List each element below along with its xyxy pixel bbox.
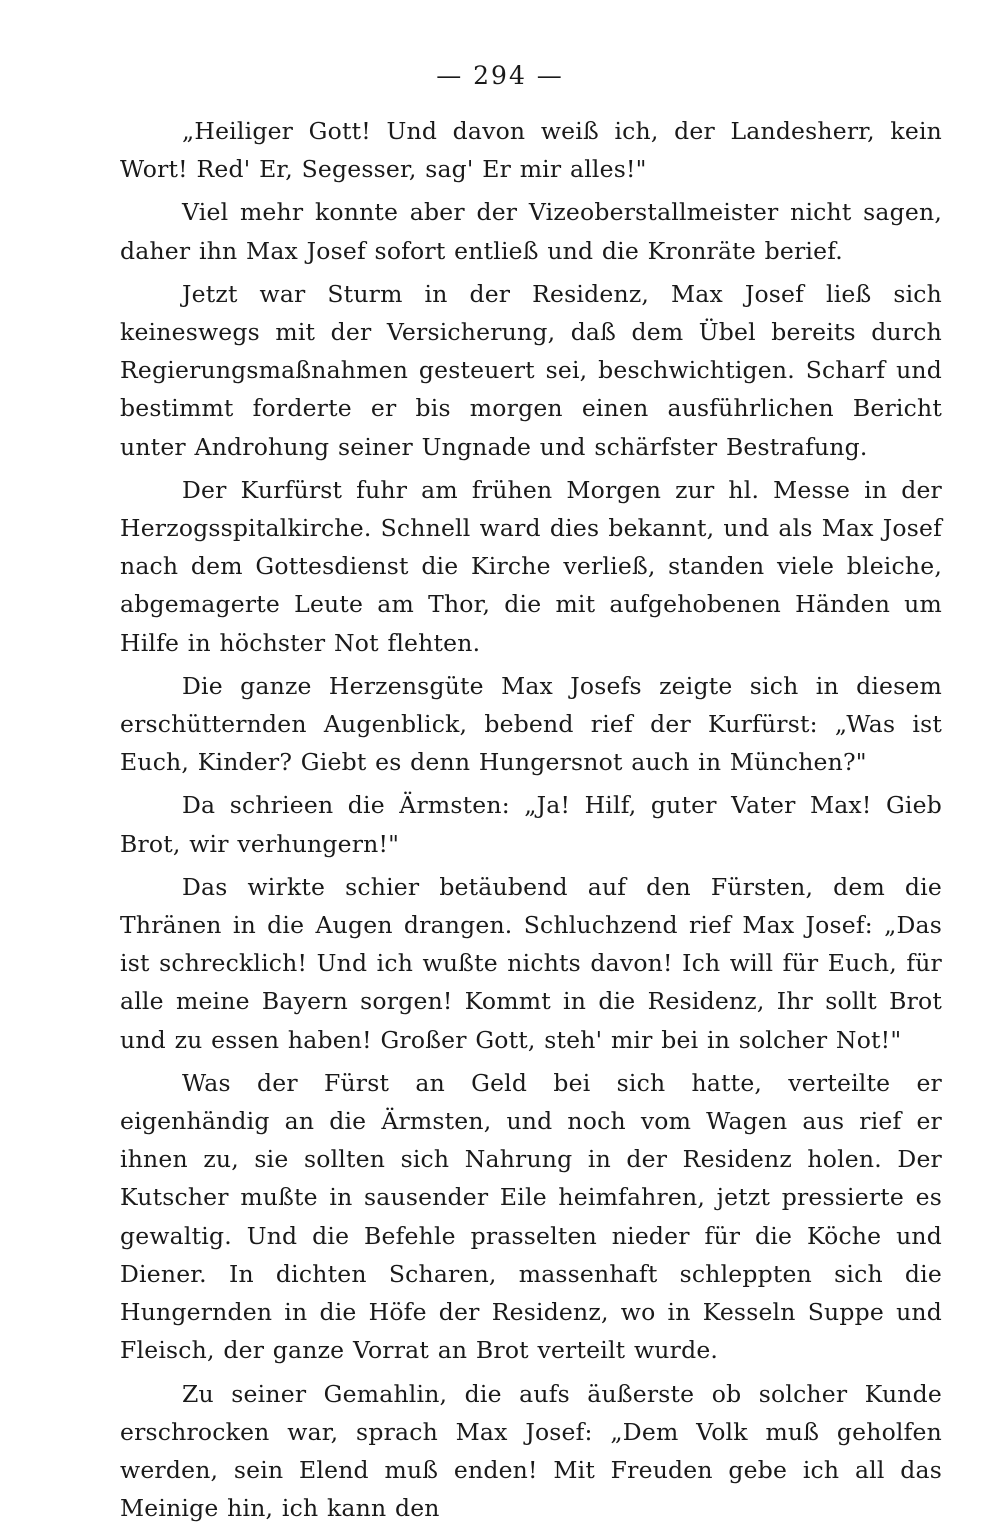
paragraph: Da schrieen die Ärmsten: „Ja! Hilf, guter Vater Max! Gieb Brot, wir verhungern!": [120, 791, 942, 858]
paragraph: Viel mehr konnte aber der Vizeoberstallmeister nicht sagen, daher ihn Max Josef sofort entließ und die Kronräte berief.: [120, 198, 942, 265]
paragraph: Der Kurfürst fuhr am frühen Morgen zur hl. Messe in der Herzogsspitalkirche. Schnell ward dies bekannt, und als Max Josef nach dem Gottesdienst die Kirche verließ, standen viele bleiche, abgemagerte Leute am Thor, die mit aufgehobenen Händen um Hilfe in höchster Not flehten.: [120, 475, 942, 657]
paragraph: Die ganze Herzensgüte Max Josefs zeigte sich in diesem erschütternden Augenblick, bebend rief der Kurfürst: „Was ist Euch, Kinder? Giebt es denn Hungersnot auch in München?": [120, 671, 942, 777]
paragraph: Das wirkte schier betäubend auf den Fürsten, dem die Thränen in die Augen drangen. Schluchzend rief Max Josef: „Das ist schrecklich! Und ich wußte nichts davon! Ich will für Euch, für alle meine Bayern sorgen! Kommt in die Residenz, Ihr sollt Brot und zu essen haben! Großer Gott, steh' mir bei in solcher Not!": [120, 872, 942, 1054]
body-text: [120, 112, 942, 1532]
paragraph: „Heiliger Gott! Und davon weiß ich, der Landesherr, kein Wort! Red' Er, Segesser, sag' Er mir alles!": [120, 117, 942, 184]
paragraph: Jetzt war Sturm in der Residenz, Max Josef ließ sich keineswegs mit der Versicherung, daß dem Übel bereits durch Regierungsmaßnahmen gesteuert sei, beschwichtigen. Scharf und bestimmt forderte er bis morgen einen ausführlichen Bericht unter Androhung seiner Ungnade und schärfster Bestrafung.: [120, 279, 942, 461]
paragraph: Zu seiner Gemahlin, die aufs äußerste ob solcher Kunde erschrocken war, sprach Max Josef: „Dem Volk muß geholfen werden, sein Elend muß enden! Mit Freuden gebe ich all das Meinige hin, ich kann den: [120, 1379, 942, 1523]
paragraph: Was der Fürst an Geld bei sich hatte, verteilte er eigenhändig an die Ärmsten, und noch vom Wagen aus rief er ihnen zu, sie sollten sich Nahrung in der Residenz holen. Der Kutscher mußte in sausender Eile heimfahren, jetzt pressierte es gewaltig. Und die Befehle prasselten nieder für die Köche und Diener. In dichten Scharen, massenhaft schleppten sich die Hungernden in die Höfe der Residenz, wo in Kesseln Suppe und Fleisch, der ganze Vorrat an Brot verteilt wurde.: [120, 1068, 942, 1365]
page-number: — 294 —: [436, 61, 564, 90]
